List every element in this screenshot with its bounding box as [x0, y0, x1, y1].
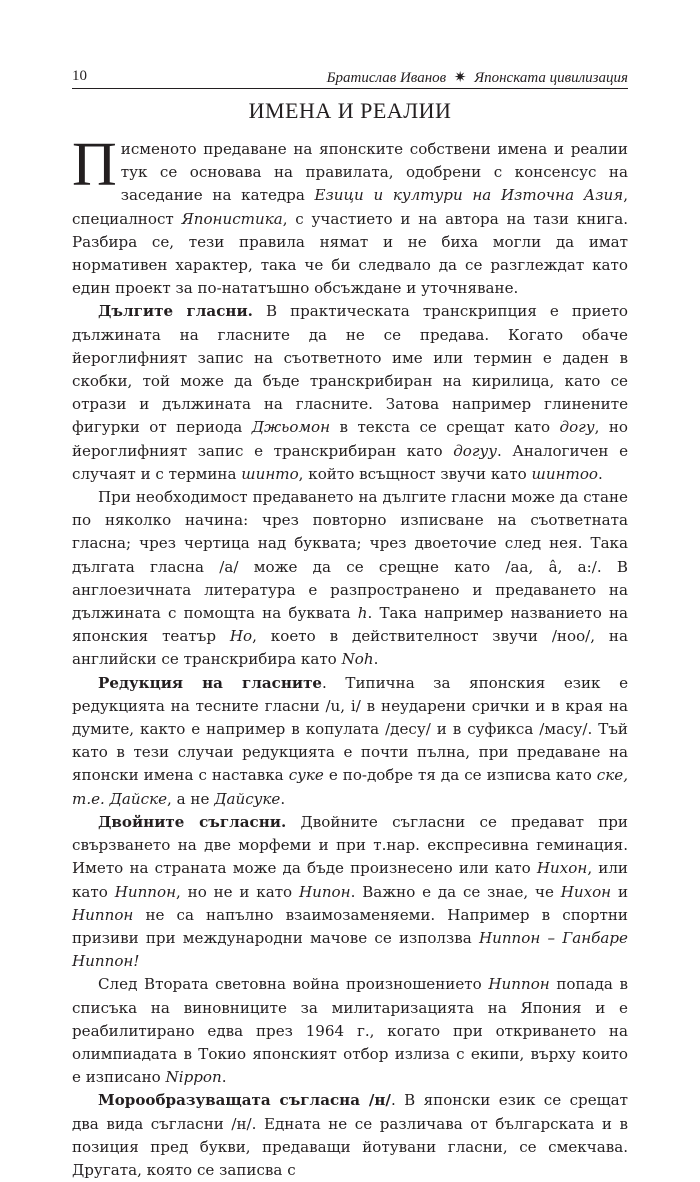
body-text [72, 131, 629, 1182]
section-lead: Редукция на гласните [98, 673, 323, 692]
italic-term: Нихон [536, 859, 588, 878]
italic-term: суке [288, 766, 324, 785]
text-run: исменото предаване на японските собствени имена и реалии тук се основава на правилата, одобрени с консенсус на заседание на катедра [120, 140, 628, 205]
paragraph-syllabic-n [72, 1089, 628, 1182]
text-run: и [611, 882, 629, 901]
text-run: , но не и като [176, 882, 299, 901]
running-header [72, 66, 628, 88]
italic-term: h [357, 604, 368, 623]
italic-term: догуу [453, 441, 497, 460]
text-run: . Така например названието на японския театър [72, 604, 629, 646]
section-lead: Двойните съгласни. [98, 812, 287, 831]
text-run: , или като [72, 859, 628, 901]
italic-term: догу [559, 418, 595, 437]
paragraph-long-vowel-notation [72, 486, 628, 672]
text-run: , а не [167, 789, 215, 808]
text-run: . Важно е да се знае, че [350, 882, 561, 901]
text-run: , но йероглифният запис е транскрибиран като [72, 418, 628, 460]
text-run: , специалност [72, 186, 628, 228]
italic-term: Ниппон [488, 975, 550, 994]
text-run: . [221, 1068, 227, 1087]
text-run: . Аналогичен е случаят и с термина [72, 441, 629, 483]
text-run: След Втората световна война произношението [98, 975, 489, 994]
drop-cap: П [72, 131, 117, 199]
italic-term: Нихон [560, 882, 612, 901]
italic-term: ске, т.е. Дайске [72, 766, 628, 808]
running-head [327, 68, 628, 87]
text-run: Двойните съгласни се предават при свързването на две морфеми и при т.нар. експресивна геминация. Името на страната може да бъде произнесено или като [72, 812, 628, 878]
italic-term: Ниппон [72, 905, 134, 924]
text-run: . [280, 789, 286, 808]
italic-term: шинтоо [531, 464, 598, 483]
book-title: Японската цивилизация [474, 70, 628, 86]
paragraph-vowel-reduction [72, 672, 628, 811]
italic-term: Нипон [298, 882, 351, 901]
text-run: . В японски език се срещат два вида съгласни /н/. Едната не се различава от българската и в позиция пред букви, предаващи йотувани гласни, се смекчава. Другата, която се записва с [72, 1091, 629, 1179]
text-run: . Типична за японския език е редукцията на тесните гласни /u, i/ в неударени срички и в края на думите, както е например в копулата /десу/ и в суфикса /масу/. Тъй като в тези случаи редукцията е почти пълна, при предаване на японски имена с наставка [72, 673, 628, 785]
paragraph-intro [72, 131, 628, 300]
text-run: , което в действителност звучи /ноо/, на английски се транскрибира като [72, 627, 628, 669]
text-run: . [598, 464, 603, 483]
page-number: 10 [72, 68, 87, 84]
italic-term: Езици и култури на Източна Азия [314, 186, 624, 205]
text-run: е по-добре тя да се изписва като [323, 766, 597, 785]
italic-term: Японистика [181, 209, 283, 228]
text-run: не са напълно взаимозаменяеми. Например в спортни призиви при международни мачове се използва [72, 905, 628, 947]
paragraph-long-vowels [72, 300, 628, 486]
text-run: В практическата транскрипция е прието дължината на гласните да не се предава. Когато обаче йероглифният запис на съответното име или термин е даден в скобки, той може да бъде транскрибиран на кирилица, като се отрази и дължината на гласните. Затова например глинените фигурки от периода [72, 302, 629, 437]
italic-term: Noh [341, 650, 374, 669]
text-run: , с участието и на автора на тази книга. Разбира се, тези правила нямат и не биха могли да имат нормативен характер, така че би следвало да се разглеждат като един проект за по-нататъшно обсъждане и уточняване. [72, 209, 628, 298]
text-run: в текста се срещат като [330, 418, 560, 437]
author-name: Братислав Иванов [326, 70, 447, 86]
italic-term: Ниппон [114, 882, 177, 901]
italic-term: Nippon [165, 1068, 222, 1087]
paragraph-nippon-history [72, 973, 628, 1089]
italic-term: Ниппон – Ганбаре Ниппон! [72, 928, 628, 971]
ornament-separator-icon: ✷ [453, 70, 467, 86]
chapter-title: ИМЕНА И РЕАЛИИ [248, 98, 452, 123]
text-run: попада в списъка на виновниците за милитаризацията на Япония и е реабилитирано едва през 1964 г., когато при откриването на олимпиадата в Токио японският отбор излиза с екипи, върху които е изписано [72, 975, 629, 1087]
section-lead: Дългите гласни. [98, 302, 253, 321]
italic-term: шинто [241, 464, 299, 483]
text-run: . [373, 650, 379, 669]
italic-term: Джьомон [251, 418, 331, 437]
text-run: При необходимост предаването на дългите гласни може да стане по няколко начина: чрез повторно изписване на съответната гласна; чрез чертица над буквата; чрез двоеточие след нея. Така дългата гласна /а/ може да се срещне като /аа, â, а:/. В англоезичната литература е разпространено и предаването на дължината с помощта на буквата [72, 488, 628, 623]
header-rule [72, 88, 628, 89]
paragraph-double-consonants [72, 811, 628, 973]
italic-term: Дайсуке [214, 789, 281, 808]
italic-term: Но [229, 627, 253, 646]
section-lead: Морообразуващата съгласна /н/ [98, 1091, 391, 1110]
text-run: , който всъщност звучи като [298, 464, 532, 483]
